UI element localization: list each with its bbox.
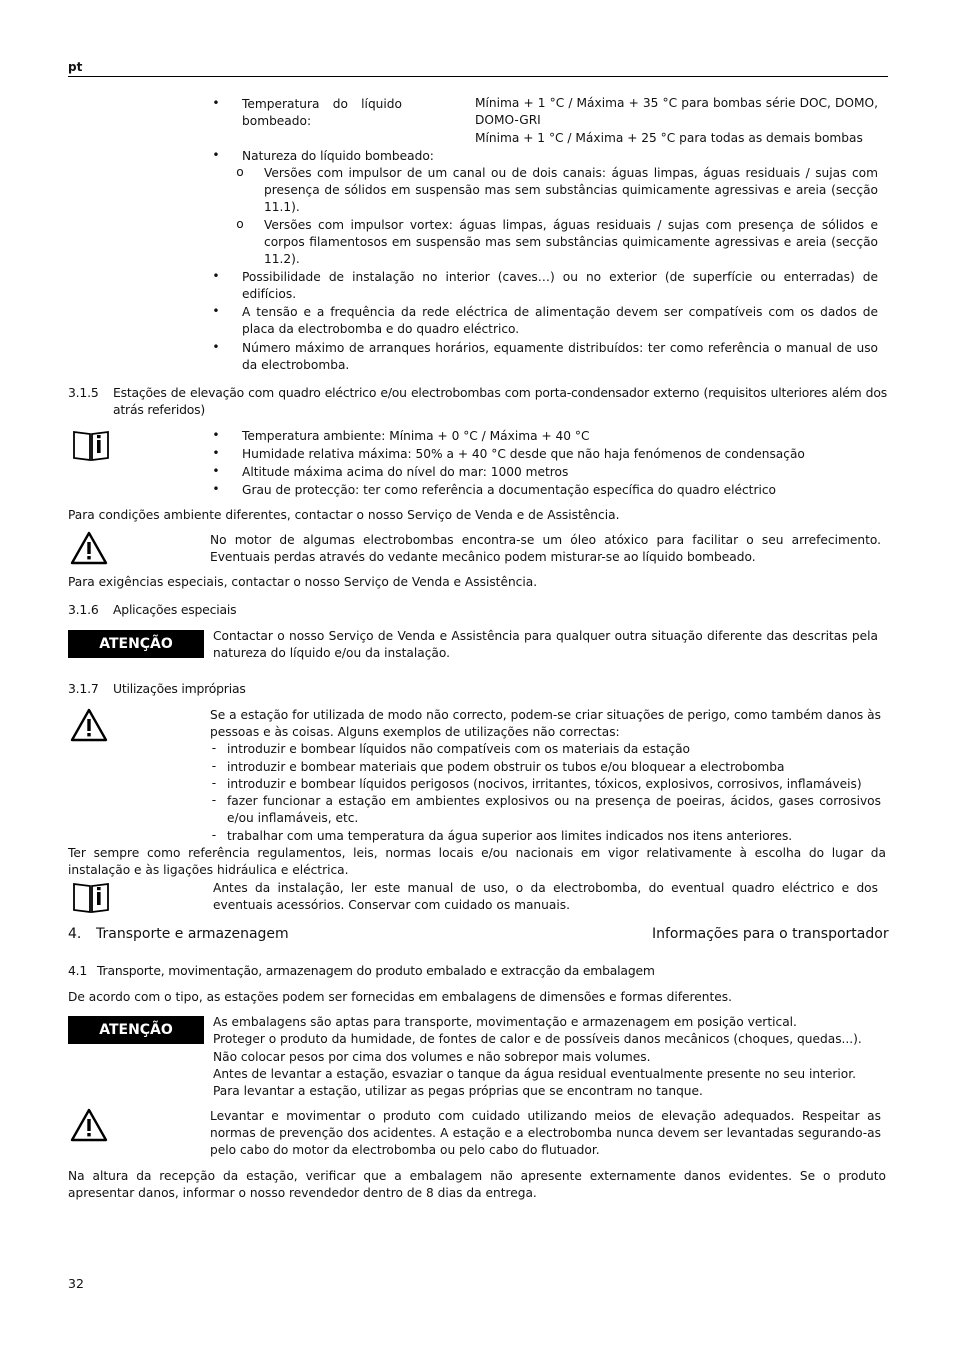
section-title: Utilizações impróprias [113,681,246,696]
temp-value-2: Mínima + 1 °C / Máxima + 25 °C para todas as demais bombas [475,131,863,145]
warning-icon [70,531,108,565]
section-title: Estações de elevação com quadro eléctrico e/ou electrobombas com porta-condensador externo (requisitos ulteriores além dos atrás referidos) [113,385,887,417]
improper-use-item: introduzir e bombear líquidos perigosos (nocivos, irritantes, tóxicos, explosivos, corrosivos, inflamáveis) [227,777,862,791]
bullet-text: A tensão e a frequência da rede eléctrica de alimentação devem ser compatíveis com os dados de placa da electrobomba e do quadro eléctrico. [242,305,878,337]
packaging-note: Proteger o produto da humidade, de fontes de calor e de possíveis danos mecânicos (choques, quedas...). [213,1032,862,1046]
packaging-note: Para levantar a estação, utilizar as pegas próprias que se encontram no tanque. [213,1084,703,1098]
bullet: • [212,446,220,460]
nature-option-1: Versões com impulsor de um canal ou de dois canais: águas limpas, águas residuais / sujas com presença de sólidos em suspensão mas sem substâncias quimicamente agressivas e areia (secção 11.1). [264,166,878,215]
bullet: • [212,269,220,283]
warning-icon [70,1108,108,1142]
receipt-text: Na altura da recepção da estação, verificar que a embalagem não apresente externamente danos evidentes. Se o produto apresentar danos, informar o nosso revendedor dentro de 8 dias da entrega. [68,1169,886,1201]
bullet: • [212,304,220,318]
requirement-item: Altitude máxima acima do nível do mar: 1000 metros [242,465,569,479]
oil-warning-text: No motor de algumas electrobombas encontra-se um óleo atóxico para facilitar o seu arrefecimento. Eventuais perdas através do vedante mecânico podem misturar-se ao líquido bombeado. [210,533,881,565]
attention-text: Contactar o nosso Serviço de Venda e Assistência para qualquer outra situação diferente das descritas pela natureza do líquido e/ou da instalação. [213,629,878,661]
packaging-intro: De acordo com o tipo, as estações podem ser fornecidas em embalagens de dimensões e formas diferentes. [68,990,733,1004]
section-title: Transporte, movimentação, armazenagem do produto embalado e extracção da embalagem [97,963,655,978]
sub-bullet: o [236,165,244,179]
language-code: pt [68,60,83,74]
nature-option-2: Versões com impulsor vortex: águas limpas, águas residuais / sujas com presença de sólidos e corpos filamentosos em suspensão mas sem substâncias quimicamente agressivas e areia (secção 11.2). [264,218,878,267]
requirement-item: Temperatura ambiente: Mínima + 0 °C / Máxima + 40 °C [242,429,590,443]
section-number: 3.1.6 [68,602,99,617]
improper-use-item: introduzir e bombear materiais que podem obstruir os tubos e/ou bloquear a electrobomba [227,760,785,774]
chapter-audience: Informações para o transportador [652,926,889,942]
header-rule [68,76,888,77]
bullet-text: Número máximo de arranques horários, equamente distribuídos: ter como referência o manual de uso da electrobomba. [242,341,878,373]
bullet: • [212,464,220,478]
sub-bullet: o [236,217,244,231]
improper-use-item: fazer funcionar a estação em ambientes explosivos ou na presença de poeiras, ácidos, gases corrosivos e/ou inflamáveis, etc. [227,794,881,826]
chapter-title: Transporte e armazenagem [96,926,289,942]
manual-note-text: Antes da instalação, ler este manual de uso, o da electrobomba, do eventual quadro eléctrico e dos eventuais acessórios. Conservar com cuidado os manuais. [213,881,878,913]
requirement-item: Grau de protecção: ter como referência a documentação específica do quadro eléctrico [242,483,777,497]
chapter-number: 4. [68,926,82,942]
manual-info-icon [72,881,110,913]
bullet-text: Possibilidade de instalação no interior (caves…) ou no exterior (de superfície ou enterradas) de edifícios. [242,270,878,302]
packaging-note: As embalagens são aptas para transporte, movimentação e armazenagem em posição vertical. [213,1015,797,1029]
bullet: • [212,428,220,442]
regulations-text: Ter sempre como referência regulamentos, leis, normas locais e/ou nacionais em vigor relativamente à escolha do lugar da instalação e às ligações hidráulica e eléctrica. [68,846,886,878]
manual-info-icon [72,429,110,461]
nature-label: Natureza do líquido bombeado: [242,149,434,163]
section-title: Aplicações especiais [113,602,237,617]
dash: - [211,741,217,755]
dash: - [211,793,217,807]
packaging-note: Não colocar pesos por cima dos volumes e não sobrepor mais volumes. [213,1050,651,1064]
improper-use-item: trabalhar com uma temperatura da água superior aos limites indicados nos itens anteriores. [227,829,793,843]
page-number: 32 [68,1276,84,1291]
bullet: • [212,340,220,354]
dash: - [211,759,217,773]
lifting-warning-text: Levantar e movimentar o produto com cuidado utilizando meios de elevação adequados. Respeitar as normas de prevenção dos acidentes. A estação e a electrobomba nunca devem ser levantadas segurando-as pelo cabo do motor da electrobomba ou pelo cabo do flutuador. [210,1109,881,1158]
bullet: • [212,96,220,110]
bullet: • [212,482,220,496]
section-number: 4.1 [68,963,88,978]
attention-badge: ATENÇÃO [68,630,204,658]
improper-use-intro: Se a estação for utilizada de modo não correcto, podem-se criar situações de perigo, como também danos às pessoas e às coisas. Alguns exemplos de utilizações não correctas: [210,708,881,740]
section-number: 3.1.5 [68,385,99,400]
section-number: 3.1.7 [68,681,99,696]
dash: - [211,776,217,790]
improper-use-item: introduzir e bombear líquidos não compatíveis com os materiais da estação [227,742,690,756]
requirement-item: Humidade relativa máxima: 50% a + 40 °C desde que não haja fenómenos de condensação [242,447,805,461]
attention-badge: ATENÇÃO [68,1016,204,1044]
packaging-note: Antes de levantar a estação, esvaziar o tanque da água residual eventualmente presente no seu interior. [213,1067,856,1081]
temp-value-1: Mínima + 1 °C / Máxima + 35 °C para bombas série DOC, DOMO, DOMO-GRI [475,96,878,128]
dash: - [211,828,217,842]
warning-icon [70,708,108,742]
temp-label: Temperatura do líquido bombeado: [242,97,402,129]
special-requirements-text: Para exigências especiais, contactar o nosso Serviço de Venda e Assistência. [68,575,538,589]
contact-text: Para condições ambiente diferentes, contactar o nosso Serviço de Venda e de Assistência. [68,508,620,522]
bullet: • [212,148,220,162]
